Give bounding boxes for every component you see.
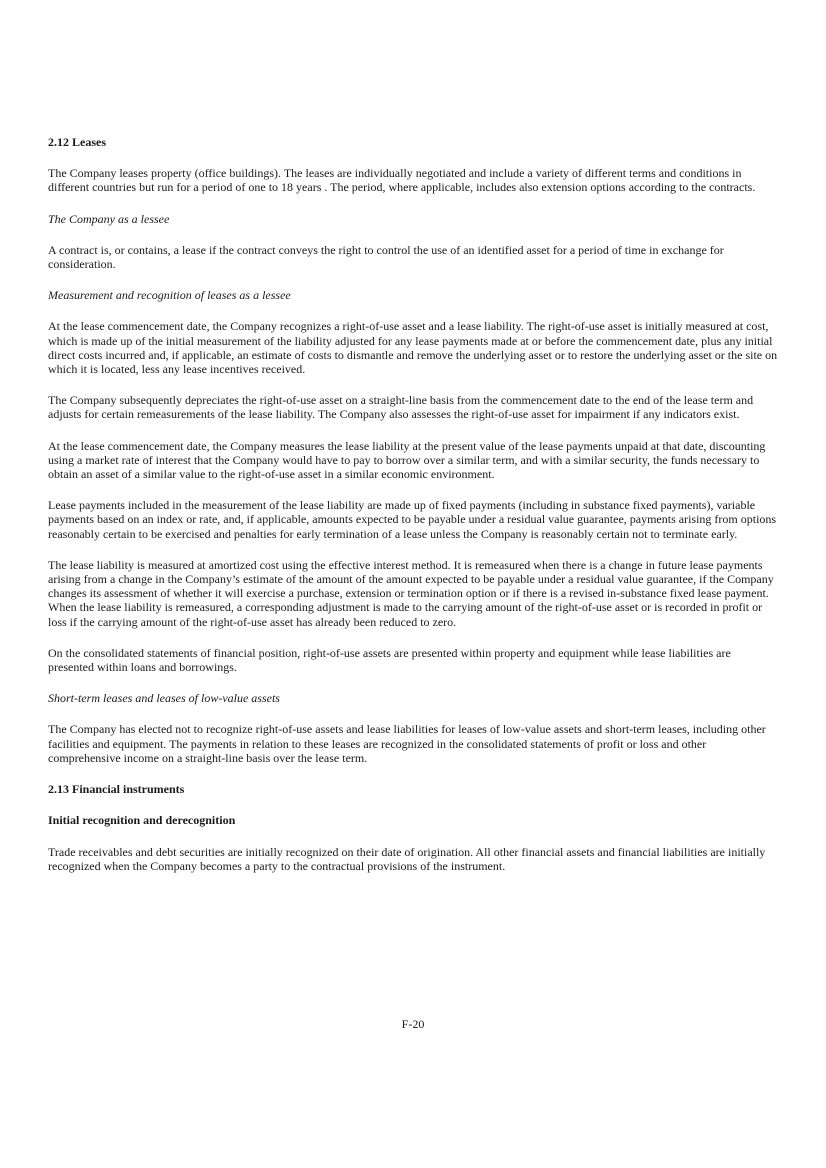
measurement-paragraph-1: At the lease commencement date, the Company recognizes a right-of-use asset and a lease liability. The right-of-use asset is initially measured at cost, which is made up of the initial measurement of the liability adjusted for any lease payments made at or before the commencement date, plus any initial direct costs incurred and, if applicable, an estimate of costs to dismantle and remove the underlying asset or to restore the underlying asset or the site on which it is located, less any lease incentives received. [48, 319, 778, 377]
section-heading-leases: 2.12 Leases [48, 135, 106, 149]
page-number: F-20 [401, 1017, 425, 1031]
initial-recognition-subheading: Initial recognition and derecognition [48, 813, 236, 828]
lessee-paragraph: A contract is, or contains, a lease if the contract conveys the right to control the use of an identified asset for a period of time in exchange for consideration. [48, 242, 724, 272]
initial-recognition-paragraph: Trade receivables and debt securities are initially recognized on their date of origination. All other financial assets and financial liabilities are initially recognized when the Company becomes a party to the contractual provisions of the instrument. [48, 844, 766, 873]
measurement-subheading: Measurement and recognition of leases as a lessee [48, 288, 291, 303]
lessee-subheading: The Company as a lessee [48, 211, 170, 226]
leases-intro-paragraph: The Company leases property (office buildings). The leases are individually negotiated and include a variety of different terms and conditions in different countries but run for a period of one to 18 years . The period, where applicable, includes also extension options according to the contracts. [48, 166, 756, 195]
measurement-paragraph-3: At the lease commencement date, the Company measures the lease liability at the present value of the lease payments unpaid at that date, discounting using a market rate of interest that the Company would have to pay to borrow over a similar term, and with a similar security, the funds necessary to obtain an asset of a similar value to the right-of-use asset in a similar economic environment. [48, 438, 766, 482]
document-page [48, 135, 778, 890]
measurement-paragraph-2: The Company subsequently depreciates the right-of-use asset on a straight-line basis from the commencement date to the end of the lease term and adjusts for certain remeasurements of the lease liability. The Company also assesses the right-of-use asset for impairment if any indicators exist. [48, 393, 754, 422]
short-term-subheading: Short-term leases and leases of low-value assets [48, 691, 280, 706]
section-heading-financial-instruments: 2.13 Financial instruments [48, 782, 185, 797]
short-term-paragraph: The Company has elected not to recognize right-of-use assets and lease liabilities for leases of low-value assets and short-term leases, including other facilities and equipment. The payments in relation to these leases are recognized in the consolidated statements of profit or loss and other comprehensive income on a straight-line basis over the lease term. [48, 722, 766, 765]
measurement-paragraph-6: On the consolidated statements of financial position, right-of-use assets are presented within property and equipment while lease liabilities are presented within loans and borrowings. [48, 645, 731, 675]
measurement-paragraph-4: Lease payments included in the measurement of the lease liability are made up of fixed payments (including in substance fixed payments), variable payments based on an index or rate, and, if applicable, amounts expected to be payable under a residual value guarantee, payments arising from options reasonably certain to be exercised and penalties for early termination of a lease unless the Company is reasonably certain not to terminate early. [48, 498, 777, 541]
measurement-paragraph-5: The lease liability is measured at amortized cost using the effective interest method. It is remeasured when there is a change in future lease payments arising from a change in the Company’s estimate of the amount of the amount expected to be payable under a residual value guarantee, if the Company changes its assessment of whether it will exercise a purchase, extension or termination option or if there is a revised in-substance fixed lease payment. When the lease liability is remeasured, a corresponding adjustment is made to the carrying amount of the right-of-use asset or is recorded in profit or loss if the carrying amount of the right-of-use asset has already been reduced to zero. [48, 557, 774, 629]
